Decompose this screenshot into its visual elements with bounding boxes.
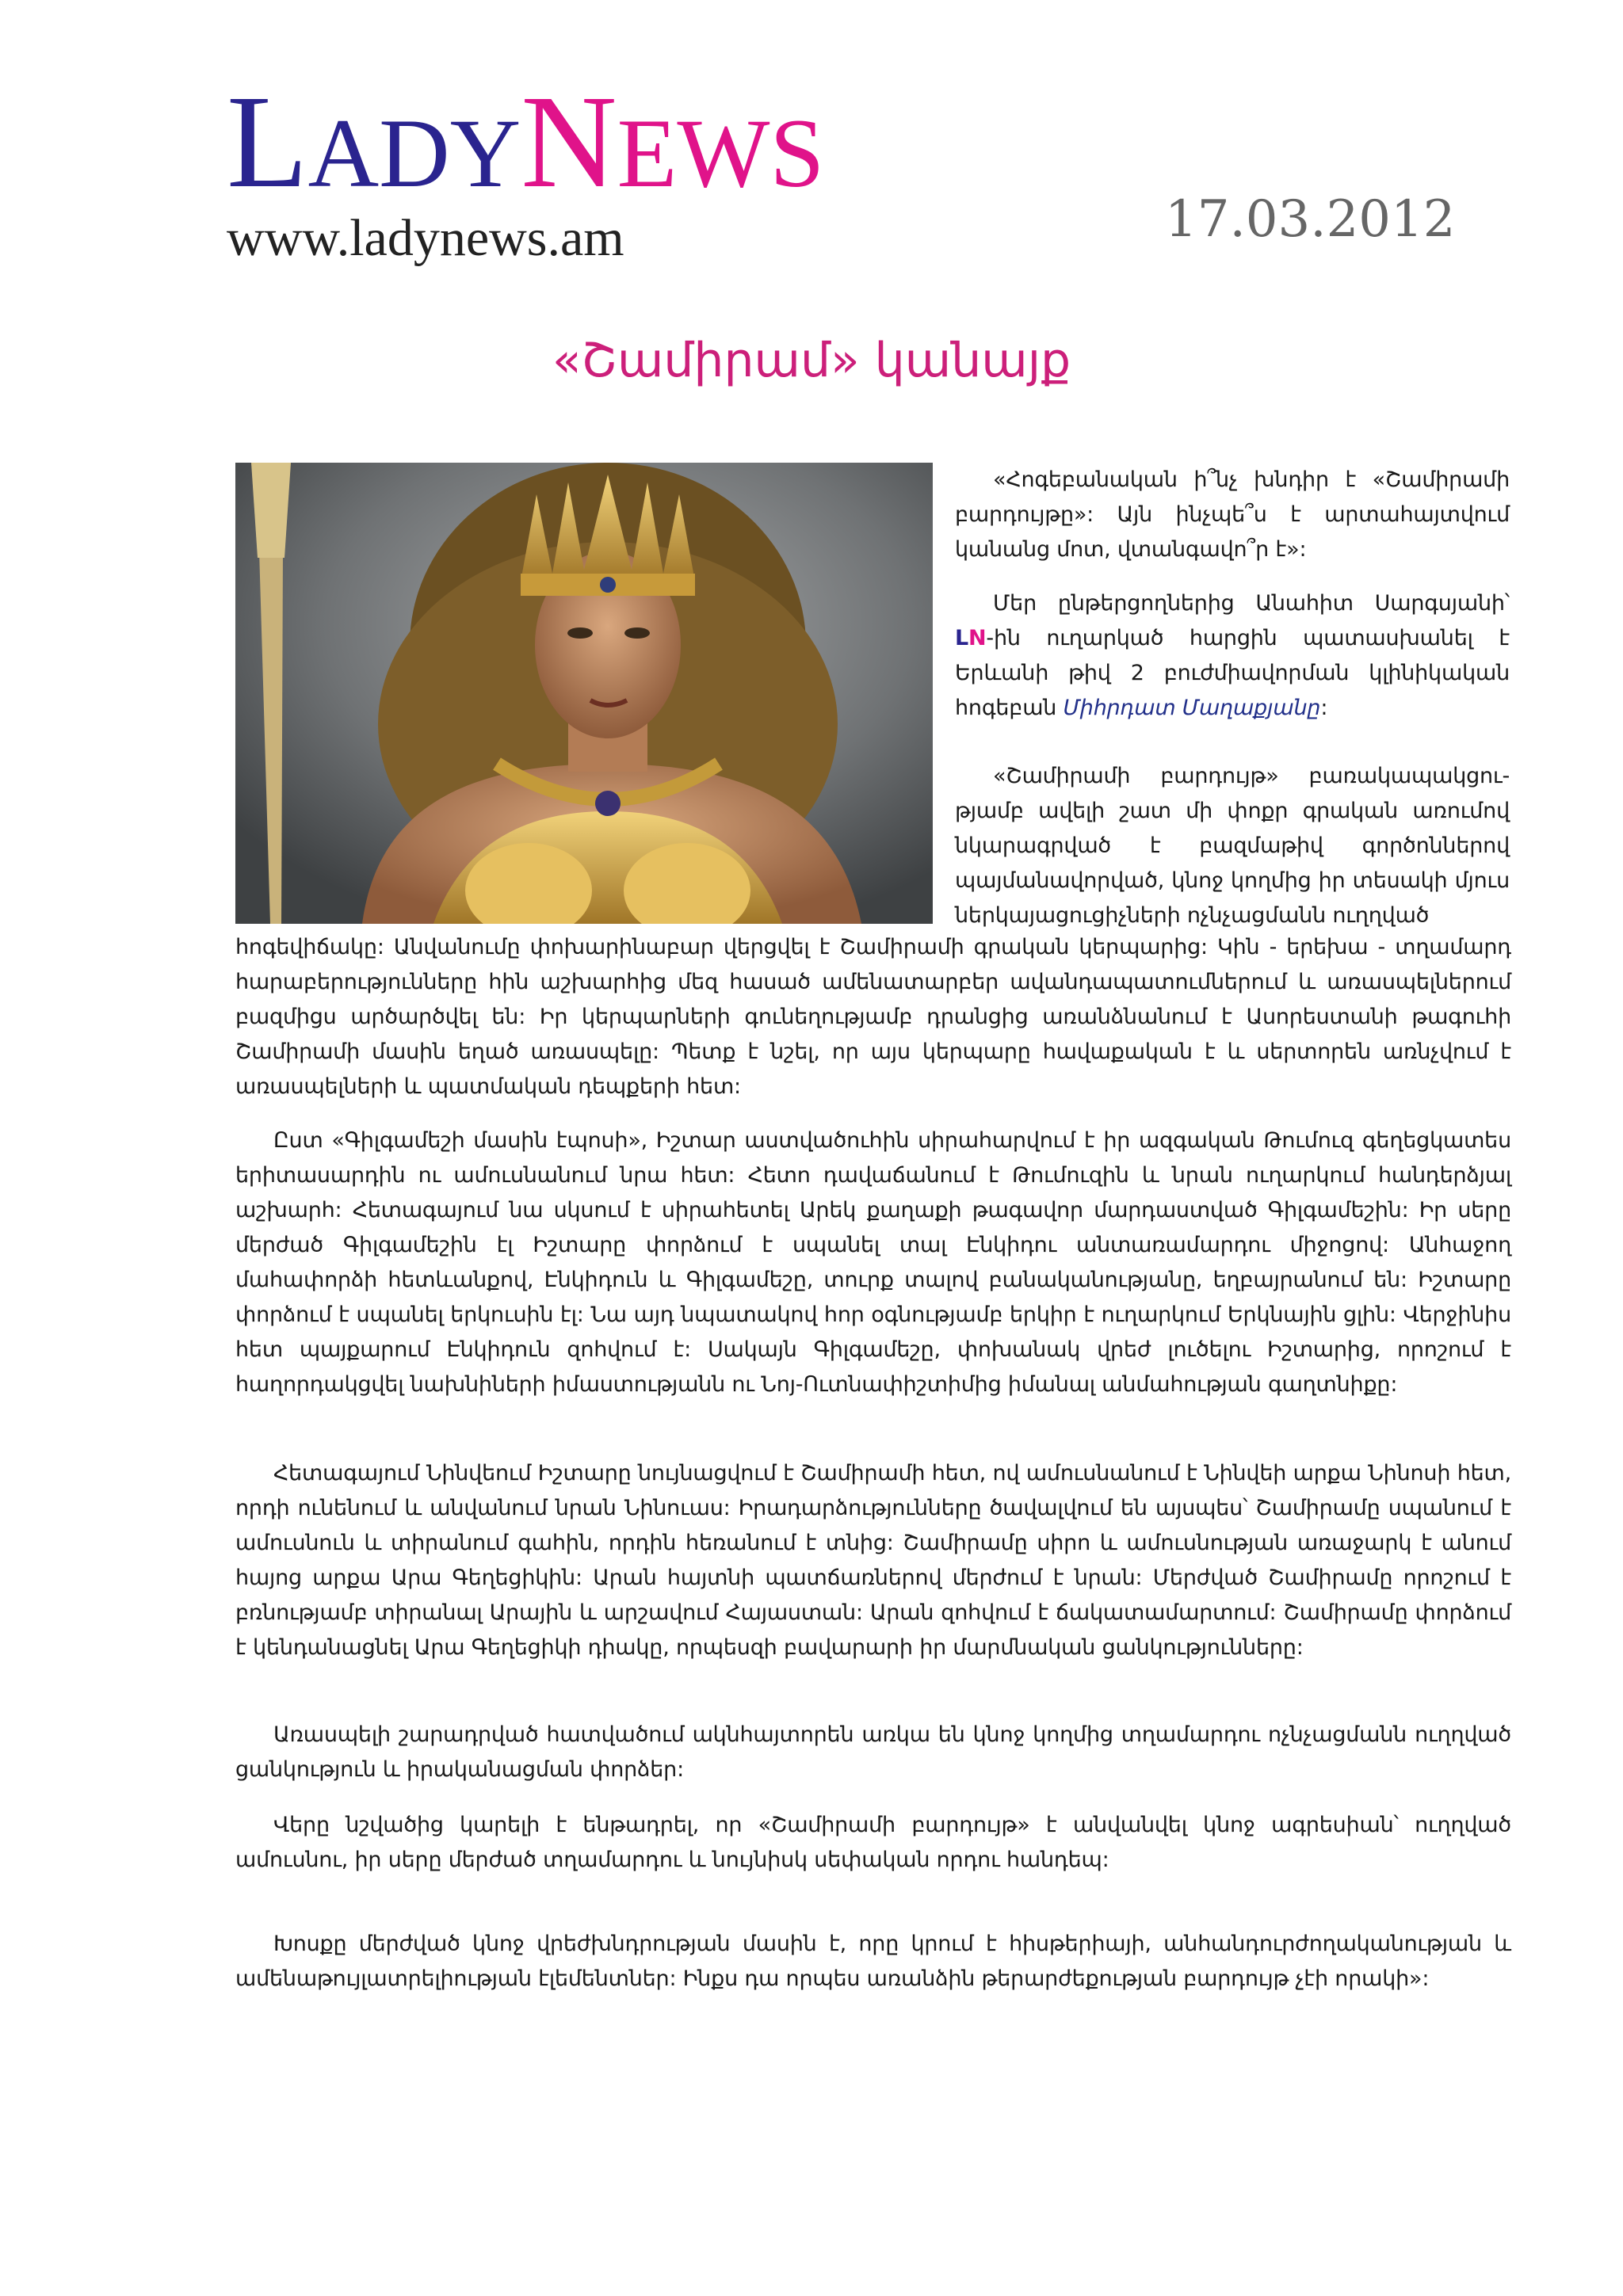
logo-lady: LADY [227, 68, 521, 215]
article-paragraph-2: Մեր ընթերցողներից Անահիտ Սարգսյանի՝ LN-ին ուղարկած հարցին պատասխանել է Երևանի թիվ 2 բուժմիավորման կլինիկական հոգեբան Միհրդատ Մաղաքյանը: [955, 591, 1510, 720]
logo-wordmark [227, 68, 825, 215]
warrior-queen-illustration-icon [235, 463, 933, 924]
article-paragraph-3-continued: հոգեվիճակը: Անվանումը փոխարինաբար վերցվել է Շամիրամի գրական կերպարից: Կին - երեխա - տղամարդ հարաբերությունները հին աշխարհից մեզ հասած ամենատարբեր ավանդապատումներում և առասպելներում բազմիցս արծարծվել են: Իր կերպարների գունեղությամբ դրանցից առանձնանում է Ասորեստանի թագուհի Շամիրամի մասին եղած առասպելը: Պետք է նշել, որ այս կերպարը հավաքական է և սերտորեն առնչվում է առասպելների և պատմական դեպքերի հետ: [235, 935, 1511, 1099]
ladynews-logo[interactable] [227, 68, 1067, 281]
logo-news: NEWS [521, 68, 825, 215]
article-paragraph-4: Ըստ «Գիլգամեշի մասին էպոսի», Իշտար աստվածուհին սիրահարվում է իր ազգական Թումուզ գեղեցկատես երիտասարդին ու ամուսնանում նրա հետ: Հետո դավաճանում է Թումուզին և նրան ուղարկում հանդերձյալ աշխարհ: Հետագայում նա սկսում է սիրահետել Արեկ քաղաքի թագավոր մարդաստված Գիլգամեշին: Իր սերը մերժած Գիլգամեշին էլ Իշտարը փորձում է սպանել տալ Էնկիդու անտառամարդու միջոցով: Անհաջող մահափորձի հետևանքով, Էնկիդուն և Գիլգամեշը, տուրք տալով բանականությանը, եղբայրանում են: Իշտարը փորձում է սպանել երկուսին էլ: Նա այդ նպատակով հոր օգնությամբ երկիր է ուղարկում Երկնային ցլին: Վերջինիս հետ պայքարում Էնկիդուն զոհվում է: Սակայն Գիլգամեշը, փոխանակ վրեժ լուծելու Իշտարից, որոշում է հաղորդակցվել նախնիների իմաստությանն ու Նոյ-Ուտնափիշտիմից իմանալ անմահության գաղտնիքը: [235, 1128, 1511, 1397]
article-title: «Շամիրամ» կանայք [552, 333, 1071, 388]
ln-abbreviation: LN [955, 626, 987, 650]
article-paragraph-8: Խոսքը մերժված կնոջ վրեժխնդրության մասին է, որը կրում է հիսթերիայի, անհանդուրժողականության և ամենաթույլատրելիության էլեմենտներ: Ինքս դա որպես առանձին թերարժեքության բարդույթ չէի որակի»: [235, 1932, 1511, 1991]
article-paragraph-5: Հետագայում Նինվեում Իշտարը նույնացվում է Շամիրամի հետ, ով ամուսնանում է Նինվեի արքա Նինոսի հետ, որդի ունենում և անվանում նրան Նինուաս: Իրադարձությունները ծավալվում են այսպես՝ Շամիրամը սպանում է ամուսնուն և տիրանում գահին, որդին հեռանում է տնից: Շամիրամը սիրո և ամուսնության առաջարկ է անում հայոց արքա Արա Գեղեցիկին: Արան հայտնի պատճառներով մերժում է նրան: Մերժված Շամիրամը որոշում է բռնությամբ տիրանալ Արային և արշավում Հայաստան: Արան զոհվում է ճակատամարտում: Շամիրամը փորձում է կենդանացնել Արա Գեղեցիկի դիակը, որպեսզի բավարարի իր մարմնական ցանկությունները: [235, 1461, 1511, 1660]
article-paragraph-1: «Հոգեբանական ի՞նչ խնդիր է «Շամիրամի բարդույթը»: Այն ինչպե՞ս է արտահայտվում կանանց մոտ, վտանգավո՞ր է»: [955, 467, 1510, 562]
author-name: Միհրդատ Մաղաքյանը [1063, 696, 1321, 720]
article-paragraph-6: Առասպելի շարադրված հատվածում ակնհայտորեն առկա են կնոջ կողմից տղամարդու ոչնչացմանն ուղղված ցանկություն և իրականացման փորձեր: [235, 1722, 1511, 1782]
article-image [235, 463, 933, 924]
article-paragraph-3: «Շամիրամի բարդույթ» բառակապակցու-թյամբ ավելի շատ մի փոքր գրական առումով նկարագրված է բազմաթիվ գործոններով պայմանավորված, կնոջ կողմից իր տեսակի մյուս ներկայացուցիչների ոչնչացմանն ուղղված [955, 764, 1510, 928]
publication-date: 17.03.2012 [1165, 190, 1456, 249]
article-paragraph-7: Վերը նշվածից կարելի է ենթադրել, որ «Շամիրամի բարդույթ» է անվանվել կնոջ ագրեսիան՝ ուղղված ամուսնու, իր սերը մերժած տղամարդու և նույնիսկ սեփական որդու հանդեպ: [235, 1813, 1511, 1872]
logo-url[interactable]: www.ladynews.am [227, 209, 624, 267]
